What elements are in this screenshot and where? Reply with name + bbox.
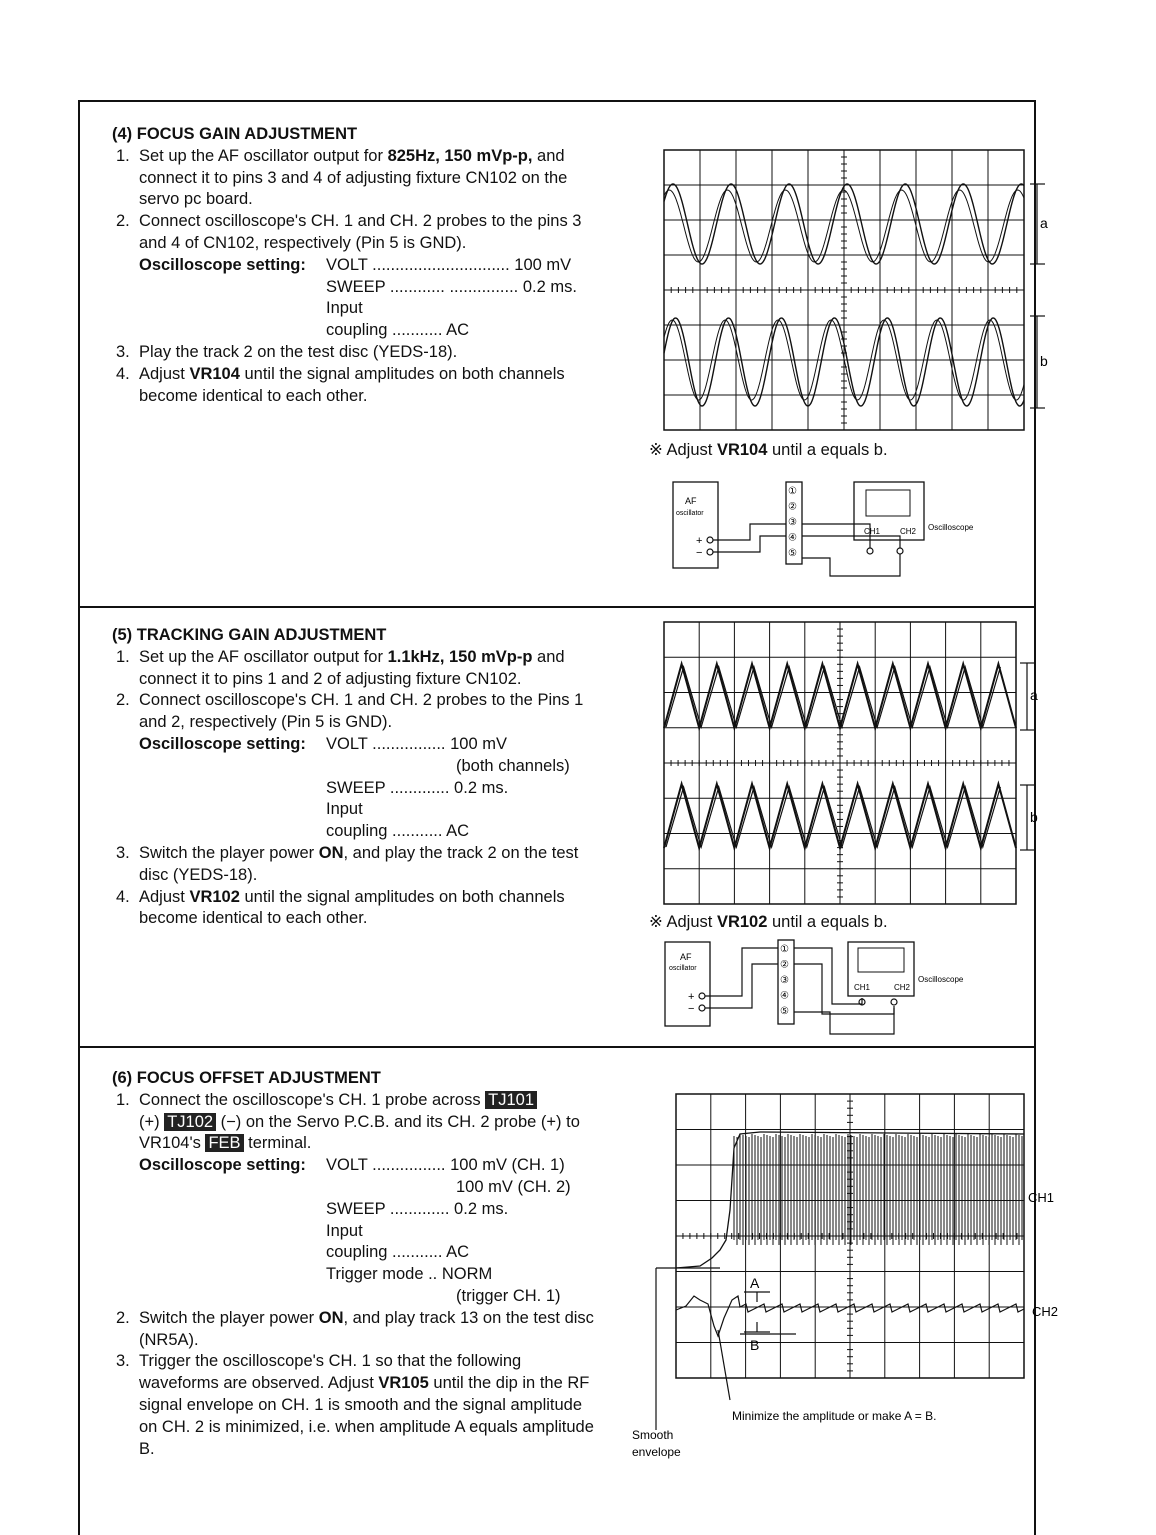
- ch1-label: CH1: [1028, 1190, 1055, 1205]
- minimize-note: Minimize the amplitude or make A = B.: [732, 1409, 937, 1423]
- annotation-lines: [656, 1268, 796, 1430]
- label-a: a: [1040, 215, 1048, 231]
- step-3: 3. Trigger the oscilloscope's CH. 1 so that the following waveforms are observed. Adjust VR105 until the dip in the RF signal envelope on CH. 1 is smooth and the signal amplitude on CH. 2 is minimized, i.e. when amplitude A equals amplitude B.: [116, 1352, 594, 1458]
- section-divider: [78, 606, 1034, 608]
- section-title: (6) FOCUS OFFSET ADJUSTMENT: [112, 1069, 381, 1087]
- oscilloscope-display-tracking: [660, 620, 1060, 908]
- fixture-pin: ⑤: [780, 1006, 789, 1017]
- label-b: b: [1040, 353, 1048, 369]
- step-1: 1. Set up the AF oscillator output for 825Hz, 150 mVp-p, and connect it to pins 3 and 4 of adjusting fixture CN102 on the servo pc board.: [116, 146, 568, 209]
- ch2-label: CH2: [900, 527, 917, 536]
- label-a: a: [1030, 687, 1038, 703]
- fixture-pin: ②: [788, 501, 797, 513]
- fixture-pin: ①: [788, 486, 797, 497]
- oscilloscope-setting: Oscilloscope setting: VOLT .............................. 100 mV SWEEP ............ ............... 0.2 ms. Input coupling ........... AC: [139, 255, 577, 340]
- fixture-pins: [788, 486, 797, 559]
- label-A: A: [750, 1275, 760, 1291]
- fixture-pin: ③: [780, 975, 789, 986]
- ch1-label: CH1: [864, 527, 881, 536]
- label-B: B: [750, 1337, 760, 1353]
- ch1-label: CH1: [854, 983, 871, 992]
- scope-caption: ※ Adjust VR104 until a equals b.: [649, 441, 888, 459]
- oscillator-label: oscillator: [676, 510, 704, 517]
- plus-label: +: [688, 991, 695, 1003]
- af-label: AF: [685, 496, 697, 506]
- section-divider: [78, 1046, 1034, 1048]
- section-focus-gain: [112, 124, 592, 407]
- connection-diagram-focus: [670, 478, 990, 578]
- scope-caption: ※ Adjust VR102 until a equals b.: [649, 913, 888, 931]
- step-4: 4. Adjust VR102 until the signal amplitudes on both channels become identical to each other.: [116, 887, 565, 928]
- scope-grid: [676, 1094, 1024, 1378]
- oscilloscope-setting: Oscilloscope setting: VOLT ................ 100 mV (CH. 1) 100 mV (CH. 2) SWEEP ............. 0.2 ms. Input coupling ........... AC Trigger mode .. NORM (trigger CH. 1): [139, 1156, 571, 1305]
- fixture-pin: ④: [788, 532, 797, 544]
- connection-diagram-tracking: [662, 938, 992, 1038]
- smooth-envelope-label: Smooth: [632, 1428, 674, 1442]
- section-title: (4) FOCUS GAIN ADJUSTMENT: [112, 125, 358, 143]
- fixture-pin: ④: [780, 990, 789, 1002]
- tj101-label: TJ101: [485, 1091, 537, 1109]
- tj102-label: TJ102: [164, 1113, 216, 1131]
- fixture-pin: ①: [780, 944, 789, 955]
- af-label: AF: [680, 952, 692, 962]
- step-2: 2. Connect oscilloscope's CH. 1 and CH. 2 probes to the pins 3 and 4 of CN102, respectively (Pin 5 is GND).: [116, 212, 582, 252]
- feb-label: FEB: [205, 1134, 243, 1152]
- section-title: (5) TRACKING GAIN ADJUSTMENT: [112, 626, 387, 644]
- step-1: 1. Set up the AF oscillator output for 1.1kHz, 150 mVp-p and connect it to pins 1 and 2 of adjusting fixture CN102.: [116, 647, 565, 688]
- step-2: 2. Connect oscilloscope's CH. 1 and CH. 2 probes to the Pins 1 and 2, respectively (Pin 5 is GND).: [116, 691, 584, 732]
- label-b: b: [1030, 809, 1038, 825]
- ch1-waveform-trace: [666, 667, 1000, 727]
- oscilloscope-screen: [858, 948, 904, 972]
- oscilloscope-label: Oscilloscope: [918, 975, 964, 984]
- ch1-rf-signal: [734, 1134, 1022, 1245]
- section-focus-offset: [112, 1068, 602, 1460]
- fixture-pins: [780, 944, 789, 1017]
- minus-label: −: [688, 1003, 695, 1015]
- step-3: 3. Play the track 2 on the test disc (YEDS-18).: [116, 342, 458, 361]
- fixture-pin: ③: [788, 517, 797, 528]
- plus-label: +: [696, 535, 703, 547]
- ch2-label: CH2: [1032, 1304, 1059, 1319]
- oscilloscope-label: Oscilloscope: [928, 523, 974, 532]
- step-3: 3. Switch the player power ON, and play the track 2 on the test disc (YEDS-18).: [116, 843, 579, 884]
- oscilloscope-display-focus: [660, 148, 1060, 438]
- ch2-label: CH2: [894, 983, 911, 992]
- minus-label: −: [696, 547, 703, 559]
- oscillator-label: oscillator: [669, 965, 697, 972]
- oscilloscope-setting: Oscilloscope setting: VOLT ................ 100 mV (both channels) SWEEP ............. 0.2 ms. Input coupling ........... AC: [139, 734, 570, 841]
- step-1: 1. Connect the oscilloscope's CH. 1 probe across TJ101 (+) TJ102 (−) on the Servo P.C.B. and its CH. 2 probe (+) to VR104's FEB terminal.: [116, 1090, 580, 1153]
- fixture-pin: ②: [780, 959, 789, 971]
- step-4: 4. Adjust VR104 until the signal amplitudes on both channels become identical to each other.: [116, 364, 565, 405]
- step-2: 2. Switch the player power ON, and play track 13 on the test disc (NR5A).: [116, 1308, 594, 1349]
- section-tracking-gain: [112, 625, 592, 930]
- oscilloscope-display-focus-offset: [620, 1090, 1070, 1470]
- oscilloscope-screen: [866, 490, 910, 516]
- smooth-envelope-label-2: envelope: [632, 1445, 681, 1459]
- fixture-pin: ⑤: [788, 548, 797, 559]
- ch2-waveform-trace: [666, 787, 1000, 847]
